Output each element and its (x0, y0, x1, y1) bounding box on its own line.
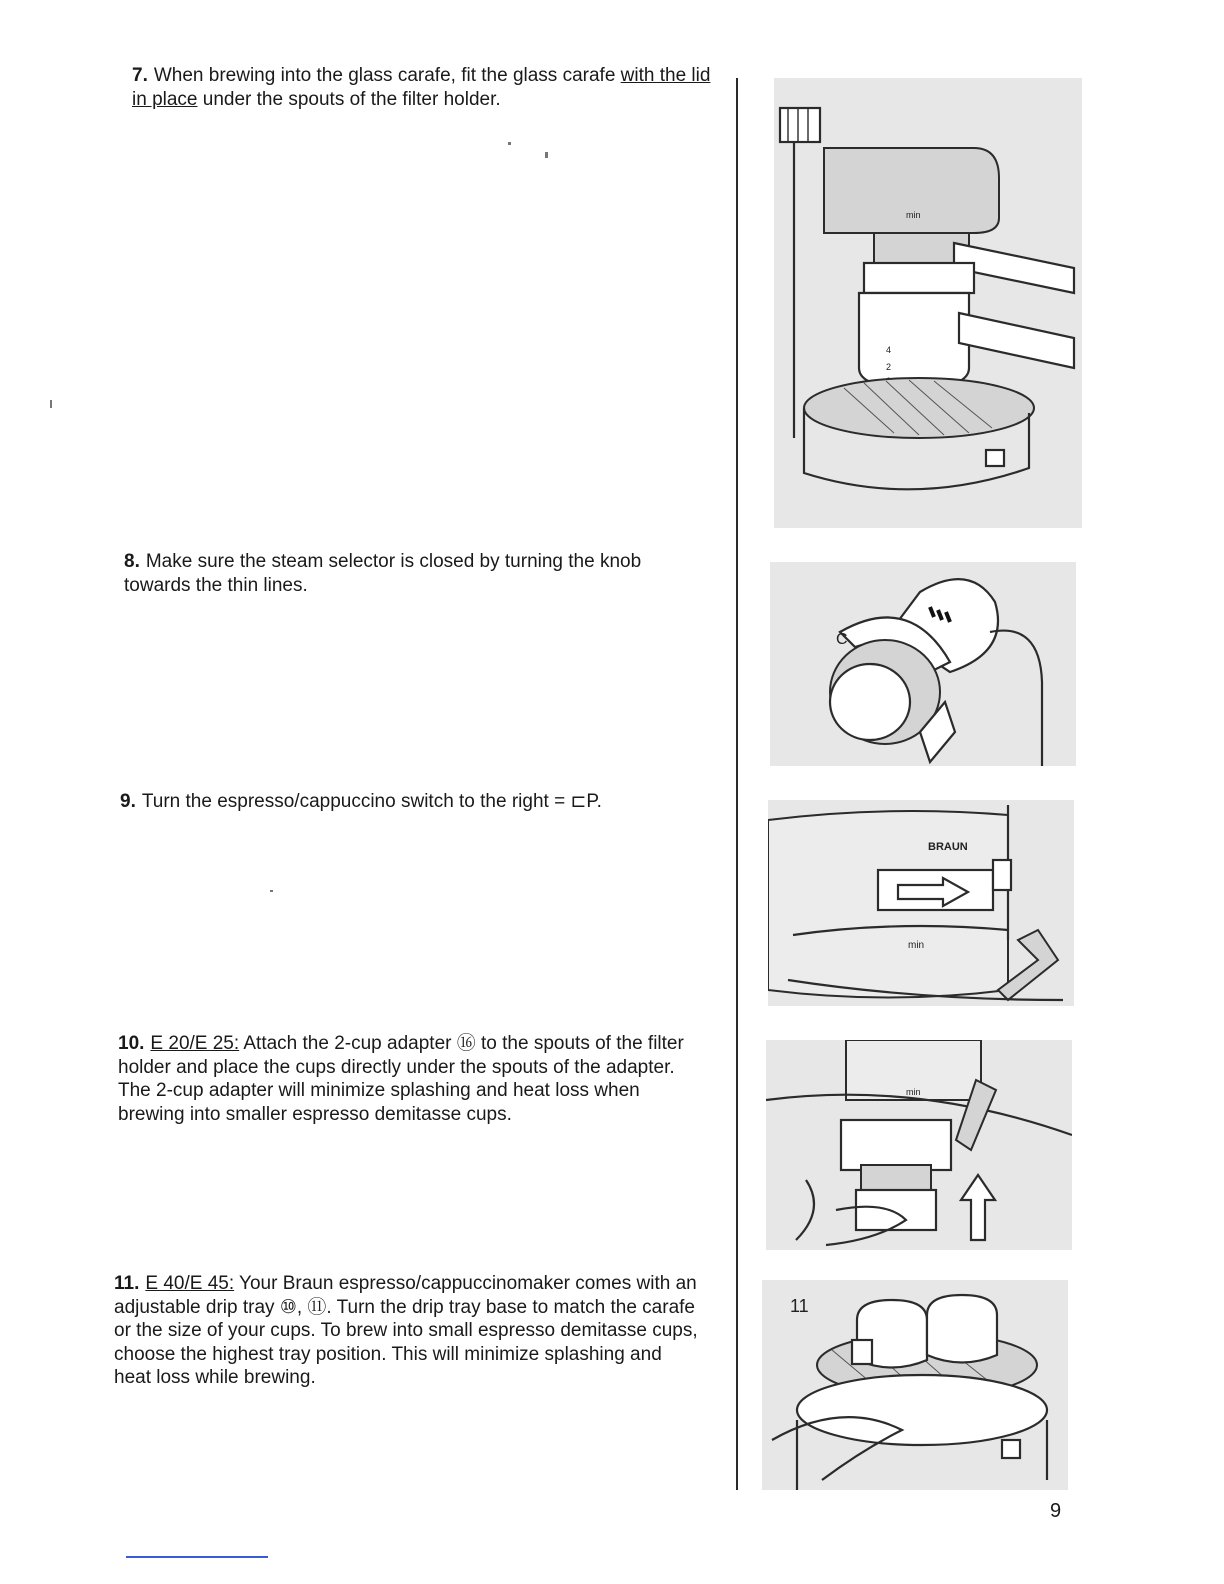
carafe-mark: 2 (886, 362, 892, 372)
page-number: 9 (1050, 1500, 1062, 1522)
step-number: 8. (124, 551, 140, 572)
step-text: Turn the espresso/cappuccino switch to the right = (141, 791, 571, 812)
figure-glass-carafe (774, 78, 1082, 528)
min-label: min (906, 1087, 921, 1097)
step-number: 11. (114, 1273, 140, 1294)
switch-symbol: ⊏P. (570, 791, 602, 812)
min-label: min (908, 940, 925, 951)
scan-speck (508, 142, 511, 145)
step-text: Attach the 2-cup adapter ⑯ to the spouts of the filter holder and place the cups directly under the spouts of the adapter. The 2-cup adapter will minimize splashing and heat loss when brewing into smaller espresso demitasse cups. (118, 1033, 684, 1125)
steam-knob-illustration (770, 562, 1076, 766)
step-11 (114, 1272, 702, 1390)
step-text: When brewing into the glass carafe, fit the glass carafe (153, 65, 621, 86)
footer-line (126, 1556, 268, 1558)
model-label: E 40/E 45: (145, 1273, 235, 1294)
figure-drip-tray (762, 1280, 1068, 1490)
step-8 (124, 550, 684, 597)
scan-speck (50, 400, 52, 408)
step-number: 10. (118, 1033, 145, 1054)
drip-tray-illustration (762, 1280, 1068, 1490)
switch-illustration (768, 800, 1074, 1006)
step-text: Your Braun espresso/cappuccinomaker comes with an adjustable drip tray ⑩, ⑪. Turn the drip tray base to match the carafe or the size of your cups. To brew into small espresso demitasse cups, choose the highest tray position. This will minimize splashing and heat loss while brewing. (114, 1273, 698, 1388)
step-number: 9. (120, 791, 136, 812)
step-number: 7. (132, 65, 148, 86)
figure-number-label: 11 (790, 1296, 809, 1316)
step-text-end: under the spouts of the filter holder. (197, 88, 501, 110)
scan-speck (545, 152, 548, 158)
brand-label: BRAUN (928, 841, 968, 853)
column-divider (736, 78, 738, 1490)
step-7 (132, 64, 722, 111)
figure-switch (768, 800, 1074, 1006)
step-10 (118, 1032, 703, 1126)
model-label: E 20/E 25: (150, 1033, 240, 1054)
figure-steam-knob (770, 562, 1076, 766)
carafe-mark: 4 (886, 345, 892, 355)
step-9 (120, 790, 720, 814)
figure-two-cup-adapter (766, 1040, 1072, 1250)
glass-carafe-illustration (774, 78, 1082, 528)
step-underlined-text: with the lid in place (132, 65, 711, 110)
adapter-illustration (766, 1040, 1072, 1250)
c-label: C (836, 631, 848, 648)
min-label: min (906, 210, 921, 220)
step-text: Make sure the steam selector is closed by turning the knob towards the thin lines. (124, 551, 642, 596)
scan-speck (270, 890, 273, 892)
